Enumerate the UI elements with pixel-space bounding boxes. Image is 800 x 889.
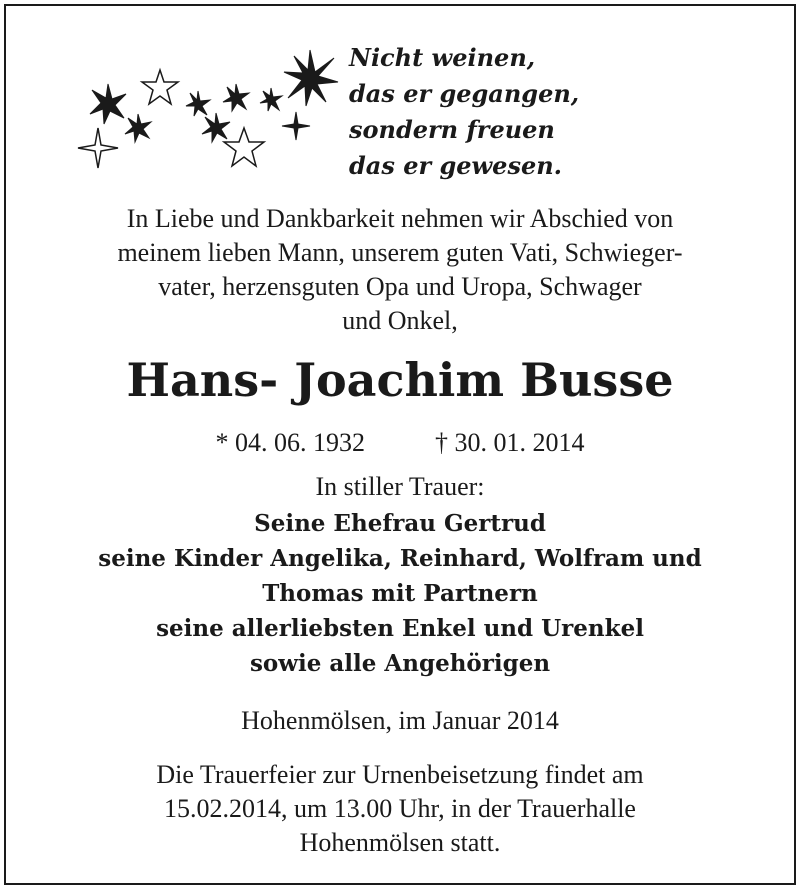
poem-line: sondern freuen	[349, 115, 555, 144]
poem-line: das er gewesen.	[349, 151, 563, 180]
life-dates	[6, 426, 794, 460]
service-info	[6, 758, 794, 860]
service-line: 15.02.2014, um 13.00 Uhr, in der Trauerhalle	[164, 794, 636, 823]
mourning-intro: In stiller Trauer:	[315, 472, 485, 501]
poem	[349, 40, 649, 184]
mourner-line: seine Kinder Angelika, Reinhard, Wolfram und	[98, 545, 702, 572]
intro-line: vater, herzensguten Opa und Uropa, Schwager	[158, 272, 642, 301]
deceased-name: Hans- Joachim Busse	[126, 353, 674, 407]
place-and-date: Hohenmölsen, im Januar 2014	[241, 706, 559, 735]
mourners-list	[6, 506, 794, 681]
poem-line: Nicht weinen,	[349, 43, 536, 72]
mourner-line: sowie alle Angehörigen	[249, 650, 551, 677]
obituary-notice	[4, 4, 796, 885]
intro-line: In Liebe und Dankbarkeit nehmen wir Abschied von	[126, 204, 674, 233]
mourner-line: Seine Ehefrau Gertrud	[254, 510, 546, 537]
intro-line: und Onkel,	[342, 306, 458, 335]
service-line: Hohenmölsen statt.	[299, 828, 501, 857]
birth-date: * 04. 06. 1932	[215, 428, 365, 457]
intro-text	[6, 202, 794, 338]
service-line: Die Trauerfeier zur Urnenbeisetzung findet am	[156, 760, 644, 789]
intro-line: meinem lieben Mann, unserem guten Vati, Schwieger-	[117, 238, 683, 267]
stars-cluster-icon	[66, 46, 346, 186]
mourner-line: Thomas mit Partnern	[262, 580, 538, 607]
poem-line: das er gegangen,	[349, 79, 580, 108]
mourner-line: seine allerliebsten Enkel und Urenkel	[156, 615, 644, 642]
death-date: † 30. 01. 2014	[435, 428, 585, 457]
